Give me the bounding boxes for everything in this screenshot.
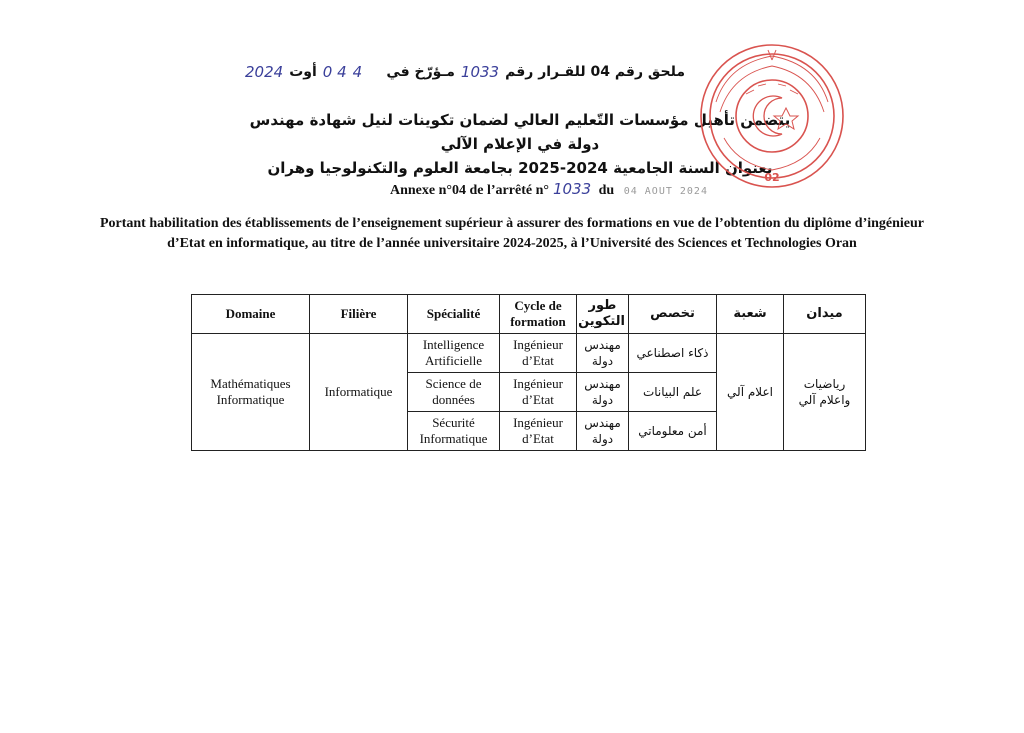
header-shuba: شعبة xyxy=(717,295,784,334)
annexe-number-handwritten: 1033 xyxy=(552,180,592,198)
arrete-number-group xyxy=(386,63,685,81)
stamped-date: 04 AOUT 2024 xyxy=(623,186,708,197)
formations-table xyxy=(191,294,866,451)
table-row xyxy=(192,334,866,373)
cell-cycle: Ingénieur d’Etat xyxy=(500,334,577,373)
annexe-du: du xyxy=(598,183,615,198)
annexe-prefix: Annexe n°04 de l’arrêté n° xyxy=(390,183,549,198)
cell-specialite: Science de données xyxy=(408,373,500,412)
month-arabic: أوت xyxy=(289,64,317,80)
header-specialite: Spécialité xyxy=(408,295,500,334)
annexe-line xyxy=(390,180,750,200)
cell-takhassus: ذكاء اصطناعي xyxy=(629,334,717,373)
annex-arabic-line xyxy=(245,60,685,84)
cell-takhassus: علم البيانات xyxy=(629,373,717,412)
arabic-title-line-2: بعنوان السنة الجامعية 2024-2025 بجامعة العلوم والتكنولوجيا وهران xyxy=(267,159,773,177)
date-handwritten: 0 4 xyxy=(322,63,347,81)
french-title-line-2: d’Etat en informatique, au titre de l’année universitaire 2024-2025, à l’Université des Sciences et Technologies Oran xyxy=(167,236,857,251)
table-header-row xyxy=(192,295,866,334)
cell-tawr: مهندس دولة xyxy=(577,373,629,412)
official-stamp xyxy=(698,42,846,190)
french-title-line-1: Portant habilitation des établissements de l’enseignement supérieur à assurer des formations en vue de l’obtention du diplôme d’ingénieur xyxy=(99,216,925,231)
cell-takhassus: أمن معلوماتي xyxy=(629,412,717,451)
cell-cycle: Ingénieur d’Etat xyxy=(500,373,577,412)
handwritten-date xyxy=(245,63,362,81)
header-tawr: طور التكوين xyxy=(577,295,629,334)
arabic-title-line-1: يتضمن تأهيل مؤسسات التّعليم العالي لضمان تكوينات لنيل شهادة مهندس دولة في الإعلام الآلي xyxy=(249,111,791,153)
french-title xyxy=(60,214,964,254)
header-filiere: Filière xyxy=(310,295,408,334)
header-domaine: Domaine xyxy=(192,295,310,334)
cell-domaine: Mathématiques Informatique xyxy=(192,334,310,451)
cell-tawr: مهندس دولة xyxy=(577,412,629,451)
cell-shuba: اعلام آلي xyxy=(717,334,784,451)
cell-specialite: Intelligence Artificielle xyxy=(408,334,500,373)
cell-maydan: رياضيات واعلام آلي xyxy=(784,334,866,451)
header-cycle: Cycle de formation xyxy=(500,295,577,334)
arrete-number-handwritten: 1033 xyxy=(460,63,500,81)
cell-cycle: Ingénieur d’Etat xyxy=(500,412,577,451)
year-handwritten: 2024 xyxy=(245,63,284,81)
annex-label-ar: ملحق رقم 04 للقـرار رقم xyxy=(505,64,685,80)
header-takhassus: تخصص xyxy=(629,295,717,334)
formations-table-wrapper xyxy=(191,294,865,451)
header-maydan: ميدان xyxy=(784,295,866,334)
stamp-number: 02 xyxy=(764,171,780,184)
cell-filiere: Informatique xyxy=(310,334,408,451)
dated-label-ar: مـؤرّخ في xyxy=(386,64,455,80)
day-handwritten: 4 xyxy=(352,63,363,81)
cell-tawr: مهندس دولة xyxy=(577,334,629,373)
cell-specialite: Sécurité Informatique xyxy=(408,412,500,451)
